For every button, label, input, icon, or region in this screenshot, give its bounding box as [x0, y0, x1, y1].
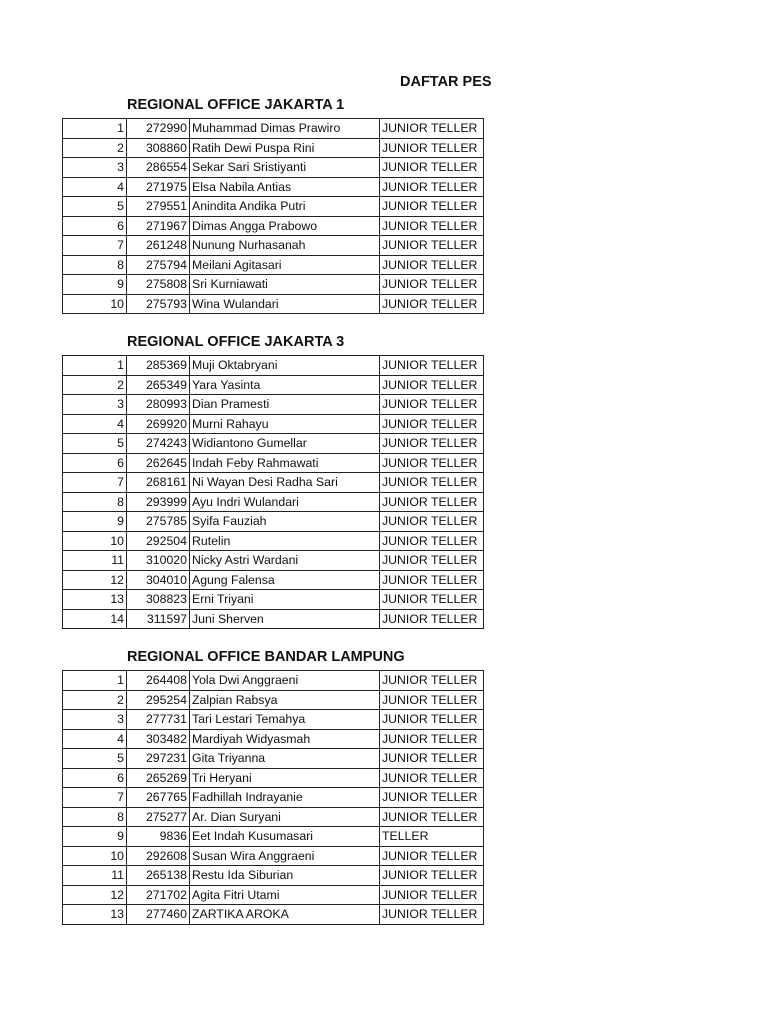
position-cell: JUNIOR TELLER: [380, 255, 484, 275]
row-number-cell: 7: [63, 236, 127, 256]
table-row: [63, 690, 484, 710]
row-number-cell: 5: [63, 434, 127, 454]
employee-name-cell: Wina Wulandari: [190, 294, 380, 314]
position-cell: JUNIOR TELLER: [380, 905, 484, 925]
employee-id-cell: 292504: [127, 531, 190, 551]
row-number-cell: 8: [63, 492, 127, 512]
position-cell: JUNIOR TELLER: [380, 807, 484, 827]
row-number-cell: 2: [63, 690, 127, 710]
position-cell: JUNIOR TELLER: [380, 294, 484, 314]
table-bandar-lampung: [62, 670, 484, 925]
row-number-cell: 10: [63, 531, 127, 551]
table-row: [63, 512, 484, 532]
table-row: [63, 177, 484, 197]
position-cell: JUNIOR TELLER: [380, 671, 484, 691]
position-cell: JUNIOR TELLER: [380, 749, 484, 769]
row-number-cell: 5: [63, 749, 127, 769]
employee-id-cell: 286554: [127, 158, 190, 178]
row-number-cell: 12: [63, 885, 127, 905]
table-row: [63, 729, 484, 749]
employee-name-cell: Indah Feby Rahmawati: [190, 453, 380, 473]
employee-name-cell: Tri Heryani: [190, 768, 380, 788]
employee-name-cell: Syifa Fauziah: [190, 512, 380, 532]
employee-id-cell: 297231: [127, 749, 190, 769]
table-row: [63, 531, 484, 551]
employee-id-cell: 271975: [127, 177, 190, 197]
employee-name-cell: Restu Ida Siburian: [190, 866, 380, 886]
employee-id-cell: 271967: [127, 216, 190, 236]
position-cell: JUNIOR TELLER: [380, 119, 484, 139]
employee-name-cell: Ar. Dian Suryani: [190, 807, 380, 827]
employee-name-cell: Erni Triyani: [190, 590, 380, 610]
position-cell: JUNIOR TELLER: [380, 375, 484, 395]
row-number-cell: 4: [63, 177, 127, 197]
position-cell: JUNIOR TELLER: [380, 846, 484, 866]
employee-id-cell: 279551: [127, 197, 190, 217]
table-row: [63, 414, 484, 434]
employee-name-cell: Elsa Nabila Antias: [190, 177, 380, 197]
table-row: [63, 197, 484, 217]
employee-id-cell: 272990: [127, 119, 190, 139]
position-cell: JUNIOR TELLER: [380, 590, 484, 610]
table-row: [63, 216, 484, 236]
position-cell: JUNIOR TELLER: [380, 158, 484, 178]
row-number-cell: 9: [63, 512, 127, 532]
table-row: [63, 473, 484, 493]
row-number-cell: 8: [63, 255, 127, 275]
position-cell: JUNIOR TELLER: [380, 570, 484, 590]
employee-id-cell: 267765: [127, 788, 190, 808]
table-row: [63, 710, 484, 730]
row-number-cell: 6: [63, 216, 127, 236]
employee-id-cell: 295254: [127, 690, 190, 710]
table-row: [63, 590, 484, 610]
table-row: [63, 375, 484, 395]
row-number-cell: 12: [63, 570, 127, 590]
row-number-cell: 9: [63, 275, 127, 295]
position-cell: JUNIOR TELLER: [380, 356, 484, 376]
employee-id-cell: 277731: [127, 710, 190, 730]
employee-id-cell: 262645: [127, 453, 190, 473]
row-number-cell: 8: [63, 807, 127, 827]
employee-id-cell: 274243: [127, 434, 190, 454]
row-number-cell: 7: [63, 473, 127, 493]
position-cell: JUNIOR TELLER: [380, 690, 484, 710]
row-number-cell: 6: [63, 453, 127, 473]
position-cell: JUNIOR TELLER: [380, 473, 484, 493]
row-number-cell: 13: [63, 590, 127, 610]
row-number-cell: 11: [63, 866, 127, 886]
table-row: [63, 768, 484, 788]
table-row: [63, 275, 484, 295]
employee-name-cell: Dimas Angga Prabowo: [190, 216, 380, 236]
employee-id-cell: 311597: [127, 609, 190, 629]
row-number-cell: 4: [63, 414, 127, 434]
employee-id-cell: 310020: [127, 551, 190, 571]
employee-id-cell: 268161: [127, 473, 190, 493]
row-number-cell: 3: [63, 395, 127, 415]
employee-name-cell: Ni Wayan Desi Radha Sari: [190, 473, 380, 493]
document-title: DAFTAR PES: [400, 74, 492, 90]
employee-id-cell: 308860: [127, 138, 190, 158]
employee-id-cell: 277460: [127, 905, 190, 925]
row-number-cell: 9: [63, 827, 127, 847]
position-cell: JUNIOR TELLER: [380, 216, 484, 236]
table-row: [63, 788, 484, 808]
employee-name-cell: Rutelin: [190, 531, 380, 551]
position-cell: JUNIOR TELLER: [380, 236, 484, 256]
employee-id-cell: 269920: [127, 414, 190, 434]
position-cell: JUNIOR TELLER: [380, 395, 484, 415]
position-cell: JUNIOR TELLER: [380, 197, 484, 217]
table-row: [63, 492, 484, 512]
employee-name-cell: Sri Kurniawati: [190, 275, 380, 295]
row-number-cell: 13: [63, 905, 127, 925]
employee-id-cell: 293999: [127, 492, 190, 512]
table-row: [63, 255, 484, 275]
employee-name-cell: Muji Oktabryani: [190, 356, 380, 376]
section-heading-bandar-lampung: REGIONAL OFFICE BANDAR LAMPUNG: [127, 649, 405, 665]
table-row: [63, 671, 484, 691]
table-row: [63, 138, 484, 158]
section-heading-jakarta-3: REGIONAL OFFICE JAKARTA 3: [127, 334, 345, 350]
employee-name-cell: Eet Indah Kusumasari: [190, 827, 380, 847]
employee-id-cell: 292608: [127, 846, 190, 866]
employee-name-cell: Ratih Dewi Puspa Rini: [190, 138, 380, 158]
table-row: [63, 158, 484, 178]
employee-name-cell: Yara Yasinta: [190, 375, 380, 395]
employee-name-cell: Murni Rahayu: [190, 414, 380, 434]
employee-name-cell: Ayu Indri Wulandari: [190, 492, 380, 512]
table-row: [63, 551, 484, 571]
table-row: [63, 866, 484, 886]
employee-id-cell: 280993: [127, 395, 190, 415]
employee-name-cell: Agita Fitri Utami: [190, 885, 380, 905]
employee-id-cell: 271702: [127, 885, 190, 905]
row-number-cell: 14: [63, 609, 127, 629]
position-cell: JUNIOR TELLER: [380, 729, 484, 749]
row-number-cell: 5: [63, 197, 127, 217]
position-cell: JUNIOR TELLER: [380, 710, 484, 730]
employee-name-cell: Juni Sherven: [190, 609, 380, 629]
row-number-cell: 10: [63, 846, 127, 866]
table-row: [63, 905, 484, 925]
section-heading-jakarta-1: REGIONAL OFFICE JAKARTA 1: [127, 97, 345, 113]
employee-id-cell: 308823: [127, 590, 190, 610]
employee-name-cell: Agung Falensa: [190, 570, 380, 590]
employee-id-cell: 275794: [127, 255, 190, 275]
employee-name-cell: Anindita Andika Putri: [190, 197, 380, 217]
employee-name-cell: Mardiyah Widyasmah: [190, 729, 380, 749]
table-row: [63, 609, 484, 629]
employee-name-cell: Nunung Nurhasanah: [190, 236, 380, 256]
position-cell: TELLER: [380, 827, 484, 847]
employee-name-cell: Sekar Sari Sristiyanti: [190, 158, 380, 178]
position-cell: JUNIOR TELLER: [380, 885, 484, 905]
employee-name-cell: Widiantono Gumellar: [190, 434, 380, 454]
row-number-cell: 11: [63, 551, 127, 571]
table-row: [63, 395, 484, 415]
row-number-cell: 2: [63, 138, 127, 158]
table-row: [63, 885, 484, 905]
position-cell: JUNIOR TELLER: [380, 492, 484, 512]
row-number-cell: 1: [63, 356, 127, 376]
employee-id-cell: 9836: [127, 827, 190, 847]
row-number-cell: 1: [63, 119, 127, 139]
table-row: [63, 749, 484, 769]
position-cell: JUNIOR TELLER: [380, 453, 484, 473]
employee-name-cell: Yola Dwi Anggraeni: [190, 671, 380, 691]
table-row: [63, 356, 484, 376]
position-cell: JUNIOR TELLER: [380, 414, 484, 434]
position-cell: JUNIOR TELLER: [380, 768, 484, 788]
table-row: [63, 434, 484, 454]
row-number-cell: 10: [63, 294, 127, 314]
employee-id-cell: 275785: [127, 512, 190, 532]
table-row: [63, 846, 484, 866]
row-number-cell: 7: [63, 788, 127, 808]
table-row: [63, 453, 484, 473]
employee-id-cell: 285369: [127, 356, 190, 376]
position-cell: JUNIOR TELLER: [380, 138, 484, 158]
employee-name-cell: Zalpian Rabsya: [190, 690, 380, 710]
position-cell: JUNIOR TELLER: [380, 512, 484, 532]
employee-id-cell: 265138: [127, 866, 190, 886]
employee-id-cell: 261248: [127, 236, 190, 256]
employee-name-cell: Dian Pramesti: [190, 395, 380, 415]
row-number-cell: 3: [63, 710, 127, 730]
position-cell: JUNIOR TELLER: [380, 551, 484, 571]
employee-name-cell: Tari Lestari Temahya: [190, 710, 380, 730]
position-cell: JUNIOR TELLER: [380, 434, 484, 454]
employee-id-cell: 275793: [127, 294, 190, 314]
employee-name-cell: Gita Triyanna: [190, 749, 380, 769]
employee-id-cell: 304010: [127, 570, 190, 590]
employee-id-cell: 275808: [127, 275, 190, 295]
table-row: [63, 827, 484, 847]
position-cell: JUNIOR TELLER: [380, 788, 484, 808]
employee-name-cell: Muhammad Dimas Prawiro: [190, 119, 380, 139]
table-row: [63, 119, 484, 139]
position-cell: JUNIOR TELLER: [380, 609, 484, 629]
row-number-cell: 2: [63, 375, 127, 395]
employee-id-cell: 303482: [127, 729, 190, 749]
row-number-cell: 1: [63, 671, 127, 691]
table-jakarta-3: [62, 355, 484, 629]
table-jakarta-1: [62, 118, 484, 314]
row-number-cell: 4: [63, 729, 127, 749]
row-number-cell: 6: [63, 768, 127, 788]
employee-id-cell: 265349: [127, 375, 190, 395]
employee-id-cell: 264408: [127, 671, 190, 691]
employee-name-cell: Nicky Astri Wardani: [190, 551, 380, 571]
table-row: [63, 294, 484, 314]
position-cell: JUNIOR TELLER: [380, 866, 484, 886]
position-cell: JUNIOR TELLER: [380, 275, 484, 295]
employee-name-cell: Meilani Agitasari: [190, 255, 380, 275]
table-row: [63, 236, 484, 256]
position-cell: JUNIOR TELLER: [380, 177, 484, 197]
position-cell: JUNIOR TELLER: [380, 531, 484, 551]
employee-name-cell: Susan Wira Anggraeni: [190, 846, 380, 866]
table-row: [63, 807, 484, 827]
employee-id-cell: 265269: [127, 768, 190, 788]
employee-name-cell: ZARTIKA AROKA: [190, 905, 380, 925]
employee-name-cell: Fadhillah Indrayanie: [190, 788, 380, 808]
employee-id-cell: 275277: [127, 807, 190, 827]
row-number-cell: 3: [63, 158, 127, 178]
table-row: [63, 570, 484, 590]
